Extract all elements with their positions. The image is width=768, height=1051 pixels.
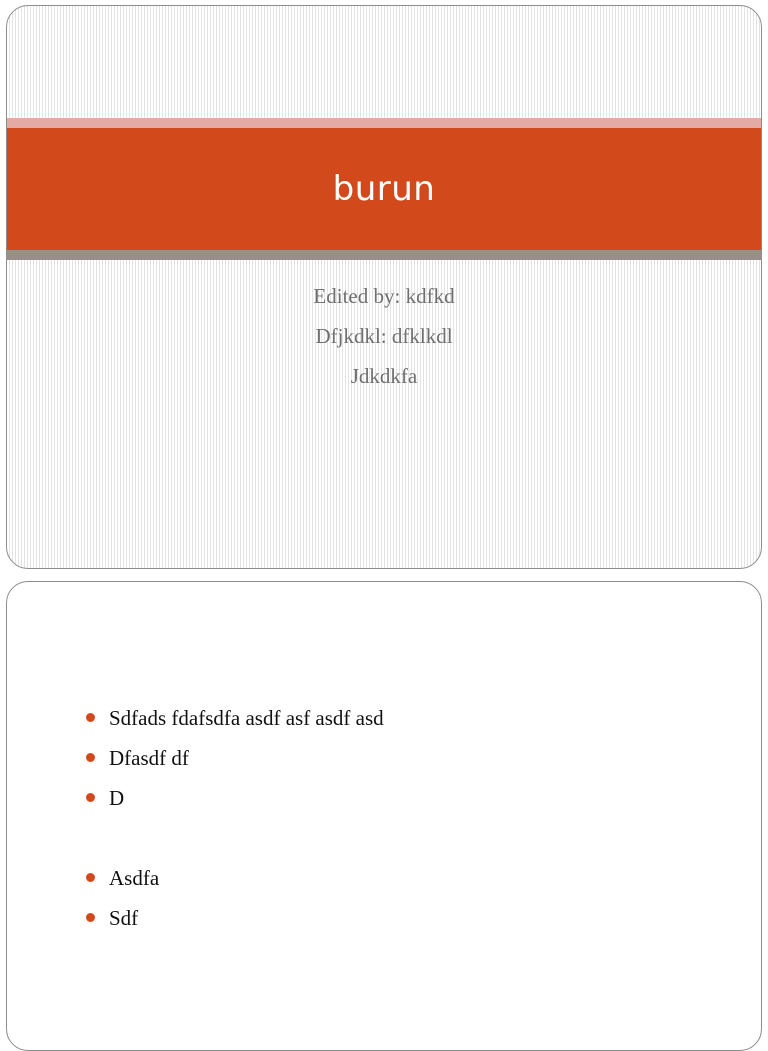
list-item: [85, 898, 384, 938]
slide-subtitle: [7, 276, 761, 396]
list-item-text: Sdfads fdafsdfa asdf asf asdf asd: [109, 706, 384, 730]
title-slide: [6, 5, 762, 569]
bullet-dot-icon: [86, 793, 95, 802]
list-item-text: Asdfa: [109, 866, 160, 890]
bullet-dot-icon: [86, 873, 95, 882]
list-item-text: D: [109, 786, 125, 810]
subtitle-line: Edited by: kdfkd: [313, 284, 455, 308]
list-item: [85, 698, 384, 738]
bullet-dot-icon: [86, 913, 95, 922]
subtitle-line: Jdkdkfa: [350, 364, 418, 388]
list-item: [85, 778, 384, 818]
subtitle-line: Dfjkdkl: dfklkdl: [315, 324, 453, 348]
title-bar: [7, 128, 761, 250]
list-item: [85, 858, 384, 898]
bullet-dot-icon: [86, 753, 95, 762]
list-item: [85, 738, 384, 778]
content-slide: [6, 581, 762, 1051]
list-item-text: Dfasdf df: [109, 746, 189, 770]
slide-title: burun: [332, 169, 436, 209]
bullet-dot-icon: [86, 713, 95, 722]
title-accent-band-bottom: [7, 250, 761, 260]
bullet-list: [85, 698, 384, 938]
title-accent-band-top: [7, 118, 761, 128]
list-item-text: Sdf: [109, 906, 139, 930]
list-item-empty: [85, 818, 384, 858]
